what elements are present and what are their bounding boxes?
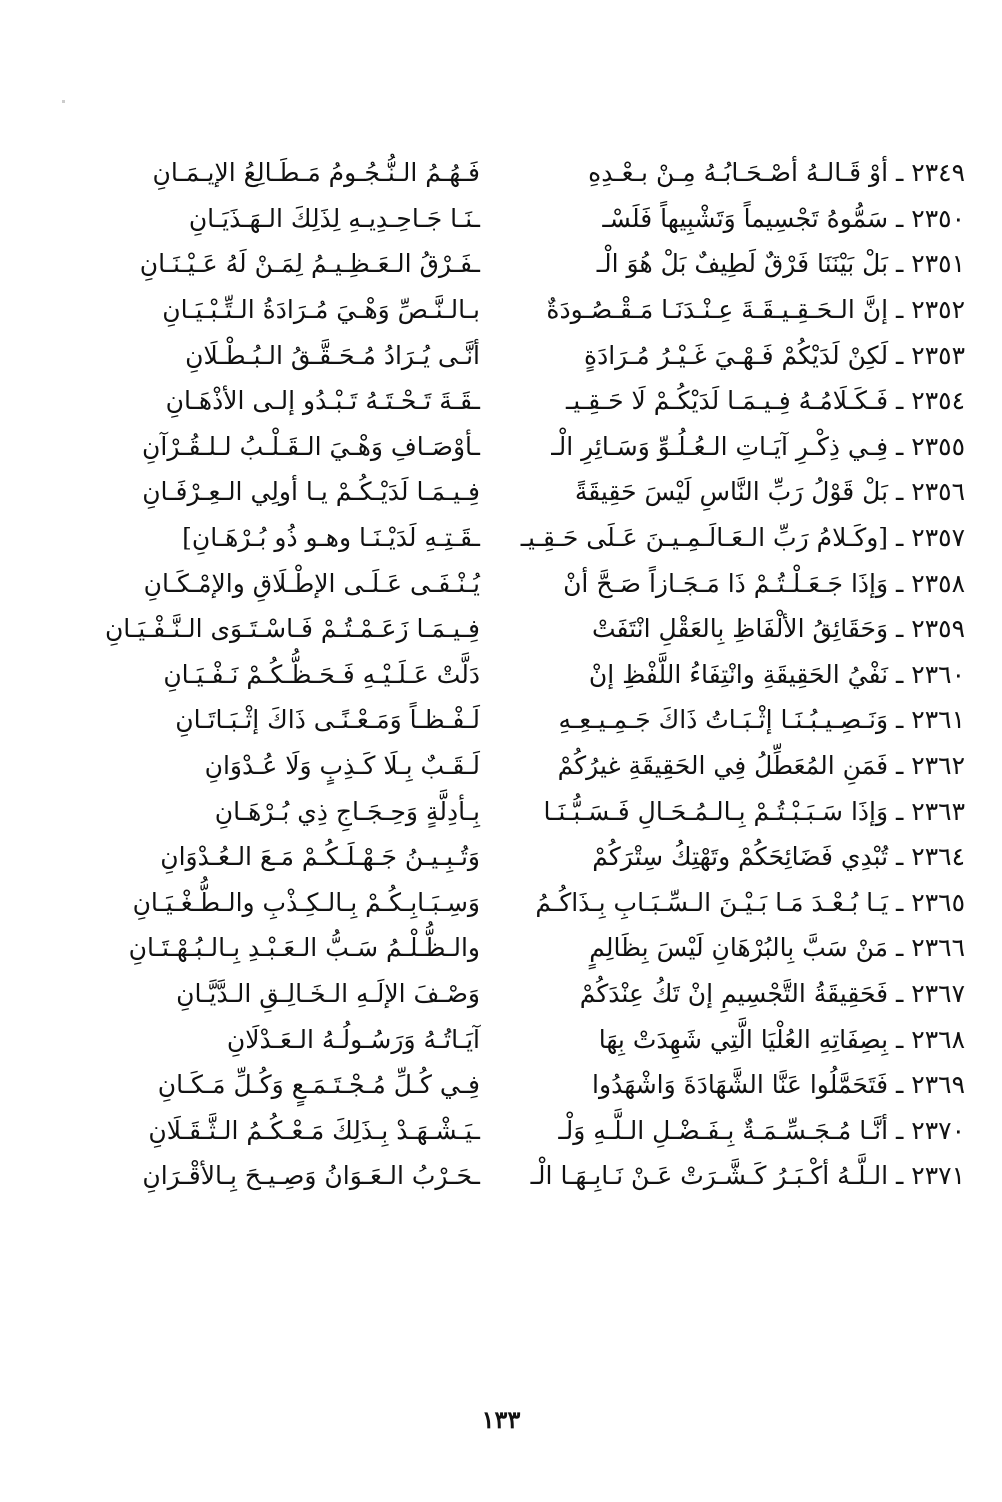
verse-line: [70, 788, 965, 834]
verse-line: [70, 287, 965, 333]
verse-line: [70, 971, 965, 1017]
verse-second-hemistich: وَتُـبِـيـنُ جَـهْـلَـكُـمْ مَـعَ الـعُـدْوَانِ: [160, 842, 480, 872]
verse-first-hemistich: ٢٣٦٠ ـ نَفْيُ الحَقِيقَةِ وانْتِفَاءُ اللَّفْظِ إنْ: [588, 659, 965, 689]
verse-first-hemistich: ٢٣٦٥ ـ يَـا بُـعْـدَ مَـا بَـيْـنَ الـسِّـبَـابِ بِـذَاكُـمُ: [535, 887, 965, 917]
verse-first-hemistich: ٢٣٦٦ ـ مَنْ سَبَّ بِالبُرْهَانِ لَيْسَ بِظَالِمٍ: [589, 933, 965, 963]
verse-line: [70, 697, 965, 743]
verse-first-hemistich: ٢٣٥٩ ـ وَحَقَائِقُ الألْفَاظِ بِالعَقْلِ انْتَفَتْ: [591, 614, 965, 644]
verse-second-hemistich: وَصْـفَ الإلَـهِ الـخَـالِـقِ الـدَّيَّـانِ: [176, 978, 480, 1008]
verse-first-hemistich: ٢٣٦٣ ـ وَإذَا سَـبَـبْـتُـمْ بِـالـمُـحَـالِ فَـسَـبُّـنَـا: [543, 796, 965, 826]
verse-second-hemistich: آيَـاتُـهُ وَرَسُـولُـهُ الـعَـدْلَانِ: [226, 1024, 480, 1054]
verse-line: [70, 1062, 965, 1108]
verse-first-hemistich: ٢٣٥٣ ـ لَكِنْ لَدَيْكُمْ فَـهْـيَ غَـيْـرُ مُـرَادَةٍ: [583, 340, 965, 370]
verse-line: [70, 1107, 965, 1153]
verse-first-hemistich: ٢٣٦٩ ـ فَتَحَمَّلُوا عَنَّا الشَّهَادَةَ وَاشْهَدُوا: [592, 1070, 965, 1100]
verse-first-hemistich: ٢٣٥٢ ـ إنَّ الـحَـقِـيـقَـةَ عِـنْـدَنَـا مَـقْـصُـودَةٌ: [546, 295, 965, 325]
verse-first-hemistich: ٢٣٥٤ ـ فَـكَـلَامُـهُ فِـيـمَـا لَدَيْكُـمْ لَا حَـقِـيـ: [565, 386, 965, 416]
verse-first-hemistich: ٢٣٥٧ ـ [وكَـلامُ رَبِّ الـعَـالَـمِـيـنَ عَـلَى حَـقِـيـ: [520, 523, 965, 553]
verse-first-hemistich: ٢٣٦١ ـ وَنَـصِـيـبُـنَـا إثْـبَـاتُ ذَاكَ جَـمِـيـعِـهِ: [558, 705, 965, 735]
verse-first-hemistich: ٢٣٥٦ ـ بَلْ قَوْلُ رَبِّ النَّاسِ لَيْسَ حَقِيقَةً: [574, 477, 965, 507]
verse-second-hemistich: فَـهُـمُ الـنُّـجُـومُ مَـطَـالِعُ الإيـمَـانِ: [152, 158, 480, 188]
verse-second-hemistich: ـقَـةَ تَـحْـتَـهُ تَـبْـدُو إلـى الأذْهَـانِ: [165, 386, 480, 416]
scan-speck: [62, 100, 65, 103]
verse-first-hemistich: ٢٣٧٠ ـ أنَّـا مُـجَـسِّـمَـةٌ بِـفَـضْـلِ الـلَّـهِ وَلْـ: [558, 1115, 965, 1145]
verse-second-hemistich: دَلَّتْ عَـلَـيْـهِ فَـحَـظُّـكُـمْ نَـفْـيَـانِ: [163, 659, 480, 689]
verse-second-hemistich: ـقَـتِـهِ لَدَيْـنَـا وهـو ذُو بُـرْهَـانِ]: [182, 523, 480, 553]
verse-second-hemistich: ـفَـرْقُ الـعَـظِـيـمُ لِمَـنْ لَهُ عَـيْـنَـانِ: [139, 249, 480, 279]
verse-second-hemistich: والـظُّـلْـمُ سَـبُّ الـعَـبْـدِ بِـالـبُـهْـتَـانِ: [128, 933, 480, 963]
verse-line: [70, 332, 965, 378]
verse-line: [70, 925, 965, 971]
verse-first-hemistich: ٢٣٥٥ ـ فِـي ذِكْـرِ آيَـاتِ الـعُـلُـوِّ وَسَـائِرِ الْـ: [551, 431, 965, 461]
verse-second-hemistich: فِـي كُـلِّ مُـجْـتَـمَـعٍ وَكُـلِّ مَـكَـانِ: [157, 1070, 480, 1100]
verse-first-hemistich: ٢٣٥٨ ـ وَإذَا جَـعَـلْـتُـمْ ذَا مَـجَـازاً صَـحَّ أنْ: [563, 568, 965, 598]
verse-line: [70, 834, 965, 880]
verse-second-hemistich: وَسِـبَـابِـكُـمْ بِـالـكِـذْبِ والـطُّـغْـيَـانِ: [132, 887, 480, 917]
verse-second-hemistich: لَـفْـظـاً وَمَـعْـنًـى ذَاكَ إثْـبَـاتَـانِ: [175, 705, 480, 735]
poem-verses: [70, 150, 965, 1199]
verse-first-hemistich: ٢٣٧١ ـ الـلَّـهُ أكْـبَـرُ كَـشَّـرَتْ عَـنْ نَـابِـهَـا الْـ: [530, 1161, 965, 1191]
verse-second-hemistich: فِـيـمَـا زَعَـمْـتُـمْ فَـاسْـتَـوَى الـنَّـفْـيَـانِ: [104, 614, 480, 644]
verse-line: [70, 1016, 965, 1062]
verse-line: [70, 241, 965, 287]
verse-first-hemistich: ٢٣٦٧ ـ فَحَقِيقَةُ التَّجْسِيمِ إنْ تَكُ عِنْدَكُمْ: [579, 978, 965, 1008]
verse-line: [70, 606, 965, 652]
verse-line: [70, 743, 965, 789]
verse-line: [70, 1153, 965, 1199]
verse-line: [70, 515, 965, 561]
verse-line: [70, 652, 965, 698]
verse-line: [70, 880, 965, 926]
verse-second-hemistich: ـأوْصَـافِ وَهْـيَ الـقَـلْـبُ لـلـقُـرْآنِ: [142, 431, 480, 461]
verse-second-hemistich: بـالـنَّـصِّ وَهْـيَ مُـرَادَةُ الـتِّـبْـيَـانِ: [162, 295, 480, 325]
page-number: ١٣٣: [481, 1405, 521, 1434]
verse-first-hemistich: ٢٣٥١ ـ بَلْ بَيْنَنَا فَرْقٌ لَطِيفٌ بَلْ هُوَ الْـ: [596, 249, 965, 279]
verse-first-hemistich: ٢٣٦٢ ـ فَمَنِ المُعَطِّلُ فِي الحَقِيقَةِ غيرُكُمْ: [557, 751, 965, 781]
verse-second-hemistich: بِـأدِلَّةٍ وَحِـجَـاجِ ذِي بُـرْهَـانِ: [214, 796, 480, 826]
verse-second-hemistich: ـحَـرْبُ الـعَـوَانُ وَصِـيـحَ بِـالأقْـرَانِ: [142, 1161, 480, 1191]
verse-first-hemistich: ٢٣٦٨ ـ بِصِفَاتِهِ العُلْيَا الَّتِي شَهِدَتْ بِهَا: [598, 1024, 965, 1054]
verse-first-hemistich: ٢٣٦٤ ـ تُبْدِي فَضَائِحَكُمْ وتَهْتِكُ سِتْرَكُمْ: [592, 842, 965, 872]
verse-line: [70, 196, 965, 242]
verse-line: [70, 424, 965, 470]
verse-line: [70, 469, 965, 515]
verse-first-hemistich: ٢٣٥٠ ـ سَمُّوهُ تَجْسِيماً وَتَشْبِيهاً فَلَسْـ: [602, 203, 965, 233]
verse-line: [70, 560, 965, 606]
verse-line: [70, 378, 965, 424]
verse-second-hemistich: لَـقَـبٌ بِـلَا كَـذِبٍ وَلَا عُـدْوَانِ: [204, 751, 480, 781]
verse-line: [70, 150, 965, 196]
verse-second-hemistich: ـنَـا جَـاحِـدِيـهِ لِذَلِكَ الـهَـذَيَـانِ: [188, 203, 480, 233]
verse-second-hemistich: ـيَـشْـهَـدْ بِـذَلِكَ مَـعْـكُـمُ الـثَّـقَـلَانِ: [148, 1115, 480, 1145]
verse-second-hemistich: يُـنْـفَـى عَـلَـى الإطْـلَاقِ والإمْـكَـانِ: [143, 568, 480, 598]
verse-second-hemistich: فِـيـمَـا لَدَيْـكُـمْ يـا أولِي الـعِـرْفَـانِ: [142, 477, 480, 507]
verse-first-hemistich: ٢٣٤٩ ـ أوْ قَـالـهُ أصْـحَـابُـهُ مِـنْ بـعْـدِهِ: [588, 158, 965, 188]
verse-second-hemistich: أنَّـى يُـرَادُ مُـحَـقَّـقُ الـبُـطْـلَانِ: [185, 340, 480, 370]
